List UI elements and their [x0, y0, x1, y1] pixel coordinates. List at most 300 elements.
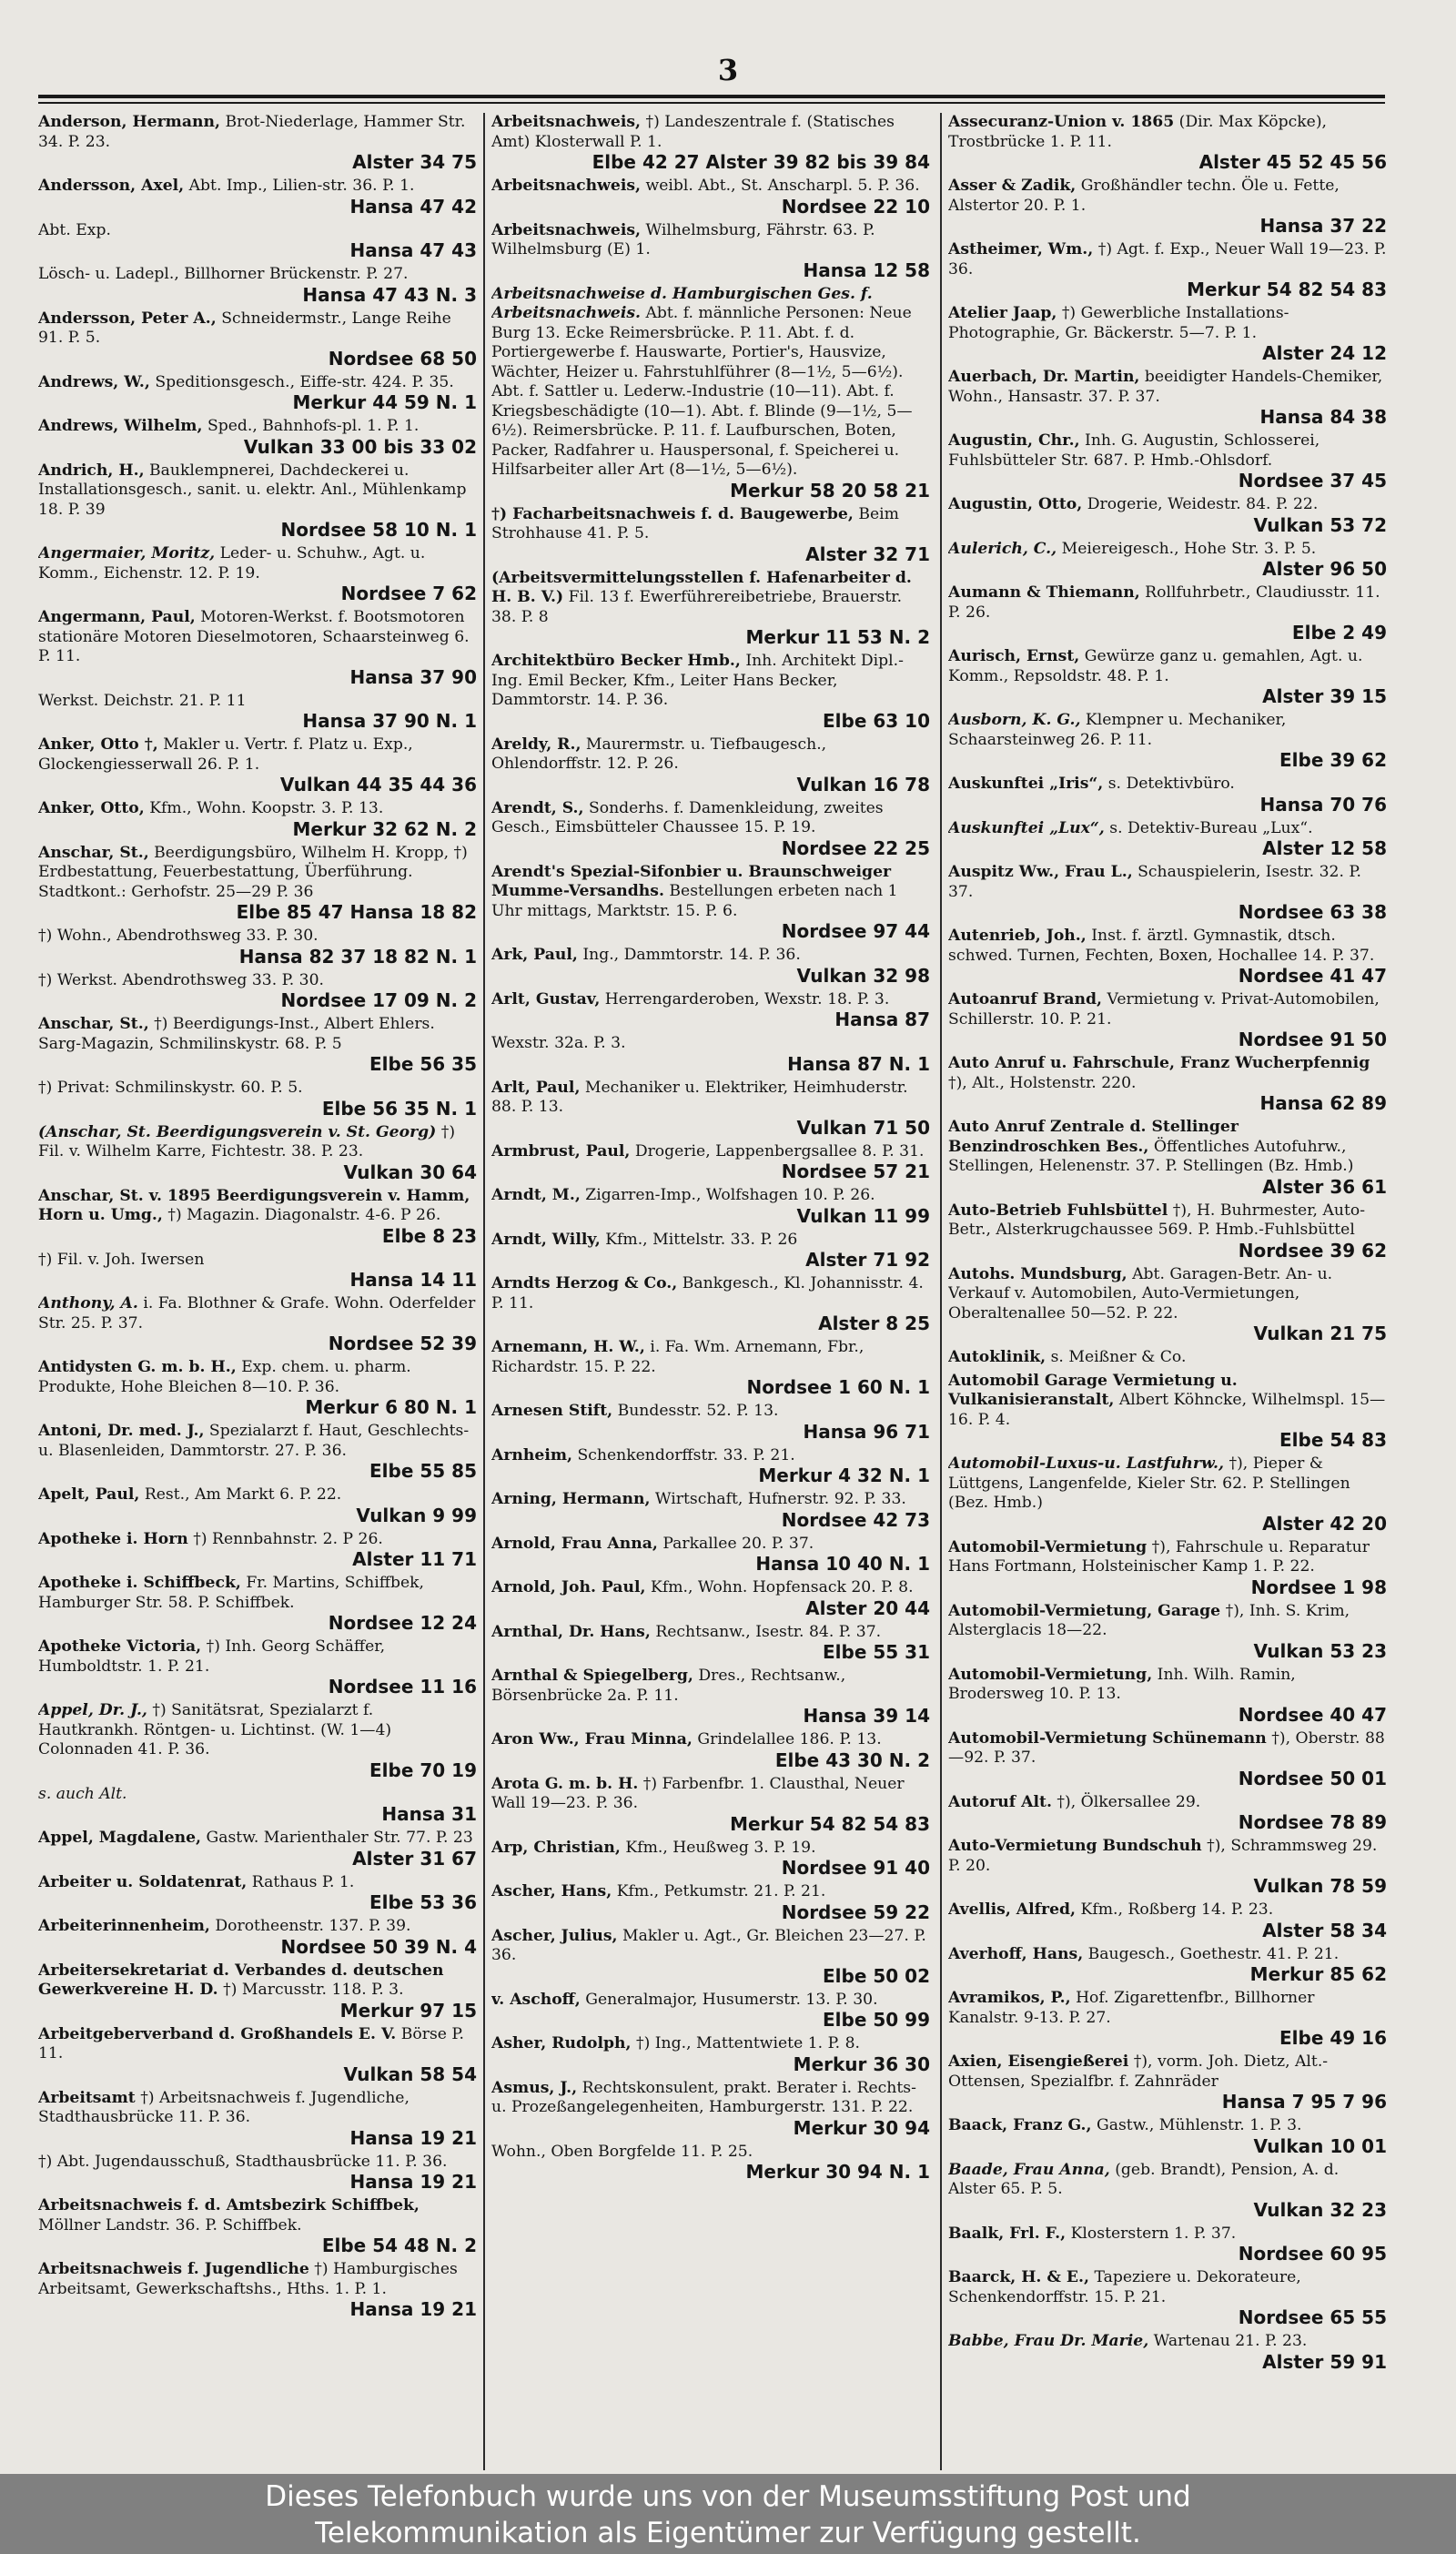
entry-details: Wilhelmsburg, Fährstr. 63. P. Wilhelmsburg (E) 1.: [491, 220, 875, 258]
entry-details: Klosterstern 1. P. 37.: [1070, 2224, 1237, 2243]
directory-entry: [38, 1829, 477, 1870]
entry-phone-number: Vulkan 32 23: [1253, 2198, 1387, 2221]
entry-details: (Dir. Max Köpcke), Trostbrücke 1. P. 11.: [948, 113, 1328, 151]
entry-phone-number: Hansa 37 22: [1259, 215, 1387, 237]
entry-phone-number: Elbe 8 23: [381, 1224, 477, 1247]
entry-name: Auto-Vermietung Bundschuh: [948, 1837, 1202, 1855]
entry-name: Astheimer, Wm.,: [948, 240, 1094, 258]
entry-details: Ing., Dammtorstr. 14. P. 36.: [582, 946, 801, 964]
entry-name: Augustin, Chr.,: [948, 431, 1080, 450]
entry-name: Auskunftei „Iris“,: [948, 775, 1104, 793]
entry-details: Beim Strohhause 41. P. 5.: [491, 504, 899, 542]
directory-entry: [948, 1837, 1387, 1897]
directory-entry: [491, 1231, 930, 1272]
entry-name: Aumann & Thiemann,: [948, 583, 1140, 602]
entry-phone-number: Nordsee 65 55: [1238, 2306, 1387, 2328]
entry-details: Gastw. Marienthaler Str. 77. P. 23: [206, 1829, 473, 1847]
directory-entry: [38, 265, 477, 306]
entry-phone-number: Vulkan 53 23: [1253, 1639, 1387, 1662]
directory-entry: [948, 177, 1387, 237]
entry-phone-number: Nordsee 22 10: [781, 195, 930, 218]
entry-name: Apotheke i. Schiffbeck,: [38, 1574, 241, 1592]
entry-details: †), Fahrschule u. Reparatur Hans Fortmann, Holsteinischer Kamp 1. P. 22.: [948, 1537, 1370, 1576]
directory-entry: [491, 1730, 930, 1771]
entry-name: Automobil-Vermietung: [948, 1537, 1148, 1556]
entry-phone-number: Nordsee 17 09 N. 2: [280, 989, 477, 1011]
entry-details: weibl. Abt., St. Anscharpl. 5. P. 36.: [645, 177, 920, 195]
entry-details: Speditionsgesch., Eiffe-str. 424. P. 35.: [155, 372, 454, 391]
entry-name: (Anschar, St. Beerdigungsverein v. St. Georg): [38, 1122, 437, 1141]
entry-details: Möllner Landstr. 36. P. Schiffbek.: [38, 2215, 302, 2235]
directory-entry: [38, 1637, 477, 1698]
entry-phone-number: Elbe 55 31: [823, 1641, 930, 1663]
entry-details: Wohn., Oben Borgfelde 11. P. 25.: [491, 2142, 753, 2161]
entry-details: Bundesstr. 52. P. 13.: [617, 1402, 779, 1420]
entry-phone-number: Vulkan 30 64: [343, 1160, 477, 1183]
entry-name: Arnthal, Dr. Hans,: [491, 1622, 651, 1641]
entry-phone-number: Nordsee 11 16: [328, 1676, 477, 1698]
entry-phone-number: Hansa 19 21: [349, 2126, 477, 2149]
entry-name: Andersson, Peter A.,: [38, 309, 217, 328]
entry-phone-number: Alster 34 75: [352, 151, 477, 173]
directory-entry: [948, 540, 1387, 581]
entry-name: Andersson, Axel,: [38, 177, 185, 195]
entry-name: Arndts Herzog & Co.,: [491, 1274, 678, 1292]
entry-name: Autoanruf Brand,: [948, 990, 1103, 1008]
entry-name: Arendt's Spezial-Sifonbier u. Braunschweiger Mumme-Versandhs.: [491, 862, 892, 900]
entry-name: Baarck, H. & E.,: [948, 2268, 1089, 2286]
listing-column-1: [38, 113, 477, 2470]
entry-name: Arnesen Stift,: [491, 1402, 613, 1420]
directory-entry: [38, 544, 477, 604]
directory-entry: [948, 2116, 1387, 2157]
entry-phone-number: Alster 71 92: [805, 1249, 930, 1271]
directory-entry: [948, 2161, 1387, 2221]
entry-phone-number: Elbe 50 02: [823, 1964, 930, 1987]
entry-name: Anker, Otto †,: [38, 735, 158, 754]
entry-phone-number: Nordsee 52 39: [328, 1333, 477, 1354]
entry-phone-number: Vulkan 16 78: [796, 773, 930, 796]
entry-name: Atelier Jaap,: [948, 304, 1057, 322]
entry-details: †) Ing., Mattentwiete 1. P. 8.: [635, 2034, 860, 2052]
entry-details: Rechtsanw., Isestr. 84. P. 37.: [655, 1622, 882, 1641]
entry-phone-number: Nordsee 68 50: [328, 347, 477, 370]
directory-entry: [948, 1793, 1387, 1834]
footer-line-2: Telekommunikation als Eigentümer zur Verfügung gestellt.: [315, 2517, 1141, 2549]
entry-phone-number: Hansa 84 38: [1259, 406, 1387, 428]
entry-name: Avellis, Alfred,: [948, 1900, 1077, 1919]
entry-details: †) Magazin. Diagonalstr. 4-6. P 26.: [167, 1206, 441, 1224]
entry-name: Asher, Rudolph,: [491, 2034, 632, 2052]
entry-name: Antidysten G. m. b. H.,: [38, 1358, 237, 1376]
entry-phone-number: Hansa 37 90 N. 1: [302, 710, 477, 732]
entry-details: Drogerie, Lappenbergsallee 8. P. 31.: [634, 1141, 925, 1160]
entry-details: Rollfuhrbetr., Claudiusstr. 11. P. 26.: [948, 583, 1380, 622]
entry-name: Anschar, St. v. 1895 Beerdigungsverein v. Hamm, Horn u. Umg.,: [38, 1186, 470, 1224]
entry-name: Auto Anruf u. Fahrschule, Franz Wucherpfennig: [948, 1054, 1370, 1072]
entry-details: †) Fil. v. Wilhelm Karre, Fichtestr. 38. P. 23.: [38, 1122, 456, 1160]
entry-phone-number: Hansa 31: [381, 1803, 477, 1825]
directory-entry: [491, 113, 930, 173]
directory-entry: [491, 1034, 930, 1075]
entry-phone-number: Nordsee 1 60 N. 1: [746, 1376, 930, 1398]
entry-details: †) Fil. v. Joh. Iwersen: [38, 1250, 205, 1269]
entry-details: Abt. Exp.: [38, 220, 111, 239]
entry-name: Asmus, J.,: [491, 2078, 578, 2097]
entry-details: Kfm., Mittelstr. 33. P. 26: [605, 1230, 798, 1249]
directory-entry: [948, 113, 1387, 173]
entry-phone-number: Nordsee 50 01: [1238, 1767, 1387, 1789]
entry-name: Arndt, Willy,: [491, 1230, 601, 1249]
entry-name: Asser & Zadik,: [948, 177, 1077, 195]
entry-details: Inh. G. Augustin, Schlosserei, Fuhlsbütteler Str. 687. P. Hmb.-Ohlsdorf.: [948, 431, 1320, 470]
entry-details: Sped., Bahnhofs-pl. 1. P. 1.: [207, 417, 420, 435]
entry-phone-number: Nordsee 1 98: [1250, 1576, 1387, 1598]
entry-phone-number: Hansa 47 42: [349, 195, 477, 218]
directory-entry: [491, 1775, 930, 1835]
directory-entry: [491, 177, 930, 218]
entry-phone-number: Hansa 12 58: [803, 258, 930, 281]
entry-name: Arnold, Joh. Paul,: [491, 1578, 646, 1596]
entry-phone-number: Elbe 49 16: [1279, 2027, 1387, 2049]
entry-name: Baade, Frau Anna,: [948, 2160, 1110, 2179]
entry-details: Baugesch., Goethestr. 41. P. 21.: [1087, 1944, 1340, 1963]
directory-entry: [491, 1667, 930, 1727]
footer-line-1: Dieses Telefonbuch wurde uns von der Museumsstiftung Post und: [265, 2480, 1191, 2513]
entry-phone-number: Nordsee 39 62: [1238, 1239, 1387, 1262]
entry-details: Dorotheenstr. 137. P. 39.: [215, 1917, 411, 1935]
directory-entry: [948, 2268, 1387, 2328]
entry-details: †) Arbeitsnachweis f. Jugendliche, Stadthausbrücke 11. P. 36.: [38, 2088, 410, 2126]
directory-entry: [38, 1961, 477, 2022]
entry-name: Arnold, Frau Anna,: [491, 1534, 658, 1553]
entry-details: Schauspielerin, Isestr. 32. P. 37.: [948, 863, 1361, 901]
directory-entry: [38, 2025, 477, 2085]
entry-details: Brot-Niederlage, Hammer Str. 34. P. 23.: [38, 113, 466, 151]
entry-name: Arbeitersekretariat d. Verbandes d. deutschen Gewerkvereine H. D.: [38, 1961, 444, 1999]
entry-phone-number: Alster 12 58: [1262, 837, 1387, 859]
entry-details: Bestellungen erbeten nach 1 Uhr mittags, Marktstr. 15. P. 6.: [491, 882, 898, 920]
entry-phone-number: Elbe 53 36: [369, 1891, 477, 1913]
page-number: 3: [717, 53, 739, 87]
entry-phone-number: Vulkan 53 72: [1253, 513, 1387, 536]
entry-name: Apotheke Victoria,: [38, 1637, 202, 1656]
entry-phone-number: Vulkan 10 01: [1253, 2134, 1387, 2157]
entry-details: †) Gewerbliche Installations-Photographie, Gr. Bäckerstr. 5—7. P. 1.: [948, 304, 1289, 342]
entry-name: Appel, Magdalene,: [38, 1829, 202, 1847]
entry-name: Arbeitsnachweise d. Hamburgischen Ges. f. Arbeitsnachweis.: [491, 284, 873, 322]
entry-details: Makler u. Vertr. f. Platz u. Exp., Glockengiesserwall 26. P. 1.: [38, 735, 413, 774]
entry-phone-number: Alster 36 61: [1262, 1175, 1387, 1198]
entry-phone-number: Hansa 7 95 7 96: [1221, 2091, 1387, 2113]
entry-phone-number: Vulkan 9 99: [356, 1504, 477, 1526]
entry-name: Arota G. m. b. H.: [491, 1774, 639, 1793]
entry-name: Areldy, R.,: [491, 735, 581, 754]
entry-name: Arbeitsnachweis,: [491, 220, 642, 239]
directory-entry: [38, 373, 477, 414]
directory-entry: [38, 1485, 477, 1526]
entry-details: Vermietung v. Privat-Automobilen, Schillerstr. 10. P. 21.: [948, 990, 1380, 1029]
entry-phone-number: Alster 11 71: [352, 1548, 477, 1570]
entry-name: Avramikos, P.,: [948, 1989, 1071, 2007]
entry-name: Arbeitsnachweis,: [491, 113, 642, 131]
entry-phone-number: Hansa 87: [834, 1008, 930, 1030]
entry-details: Exp. chem. u. pharm. Produkte, Hohe Bleichen 8—10. P. 36.: [38, 1358, 411, 1396]
entry-name: Automobil-Vermietung Schünemann: [948, 1728, 1267, 1748]
entry-details: †) Sanitätsrat, Spezialarzt f. Hautkrankh. Röntgen- u. Lichtinst. (W. 1—4) Colonnaden 41. P. 36.: [38, 1701, 392, 1758]
entry-details: Fr. Martins, Schiffbek, Hamburger Str. 58. P. Schiffbek.: [38, 1574, 425, 1612]
entry-name: Arndt, M.,: [491, 1186, 581, 1204]
entry-name: Arbeiterinnenheim,: [38, 1917, 210, 1935]
entry-details: Albert Köhncke, Wilhelmspl. 15—16. P. 4.: [948, 1391, 1386, 1429]
entry-details: Maurermstr. u. Tiefbaugesch., Ohlendorffstr. 12. P. 26.: [491, 735, 827, 773]
entry-phone-number: Merkur 54 82 54 83: [1187, 279, 1387, 300]
entry-details: †) Beerdigungs-Inst., Albert Ehlers. Sarg-Magazin, Schmilinskystr. 68. P. 5: [38, 1015, 435, 1053]
entry-phone-number: Elbe 56 35 N. 1: [321, 1097, 477, 1120]
entry-details: i. Fa. Blothner & Grafe. Wohn. Oderfelder Str. 25. P. 37.: [38, 1294, 476, 1333]
directory-entry: [948, 1118, 1387, 1198]
header-rule: [38, 95, 1385, 98]
entry-details: †) Rennbahnstr. 2. P 26.: [193, 1529, 383, 1548]
directory-entry: [948, 819, 1387, 860]
entry-details: Inh. Architekt Dipl.-Ing. Emil Becker, Kfm., Leiter Hans Becker, Dammtorstr. 14. P. 36.: [491, 652, 904, 709]
directory-entry: [491, 990, 930, 1031]
entry-phone-number: Elbe 42 27 Alster 39 82 bis 39 84: [592, 151, 930, 173]
entry-details: Börse P. 11.: [38, 2024, 464, 2062]
directory-entry: [948, 1538, 1387, 1598]
entry-phone-number: Elbe 63 10: [823, 709, 930, 732]
entry-phone-number: Nordsee 60 95: [1238, 2243, 1387, 2265]
entry-details: beeidigter Handels-Chemiker, Wohn., Hansastr. 37. P. 37.: [948, 368, 1383, 406]
directory-entry: [948, 240, 1387, 300]
entry-phone-number: Merkur 54 82 54 83: [730, 1812, 930, 1835]
directory-entry: [38, 1873, 477, 1914]
directory-entry: [491, 1535, 930, 1576]
entry-phone-number: Alster 32 71: [805, 542, 930, 565]
directory-entry: [948, 495, 1387, 536]
entry-phone-number: Alster 45 52 45 56: [1198, 151, 1387, 173]
entry-details: Gastw., Mühlenstr. 1. P. 3.: [1096, 2116, 1302, 2134]
column-divider: [940, 113, 942, 2470]
entry-details: Zigarren-Imp., Wolfshagen 10. P. 26.: [585, 1186, 875, 1204]
entry-name: Arlt, Paul,: [491, 1078, 581, 1097]
directory-entry: [948, 1454, 1387, 1535]
directory-entry: [948, 2225, 1387, 2265]
directory-entry: [38, 1358, 477, 1418]
directory-entry: [491, 1623, 930, 1664]
entry-name: Augustin, Otto,: [948, 495, 1083, 513]
entry-details: Sonderhs. f. Damenkleidung, zweites Gesch., Eimsbütteler Chaussee 15. P. 19.: [491, 798, 884, 836]
directory-entry: [491, 946, 930, 987]
entry-details: Makler u. Agt., Gr. Bleichen 23—27. P. 36.: [491, 1926, 926, 1964]
entry-details: Dres., Rechtsanw., Börsenbrücke 2a. P. 11.: [491, 1667, 846, 1705]
entry-name: Anschar, St.,: [38, 843, 149, 862]
entry-details: Generalmajor, Husumerstr. 13. P. 30.: [585, 1990, 878, 2009]
entry-phone-number: Merkur 11 53 N. 2: [745, 626, 930, 648]
entry-details: †) Hamburgisches Arbeitsamt, Gewerkschaftshs., Hths. 1. P. 1.: [38, 2260, 458, 2298]
entry-phone-number: Hansa 47 43 N. 3: [302, 283, 477, 306]
entry-phone-number: Merkur 30 94: [793, 2116, 930, 2139]
directory-entry: [491, 1446, 930, 1487]
directory-entry: [38, 971, 477, 1012]
entry-details: Kfm., Roßberg 14. P. 23.: [1080, 1900, 1274, 1919]
entry-phone-number: Hansa 19 21: [349, 2298, 477, 2320]
listing-column-2: [491, 113, 930, 2470]
directory-entry: [491, 569, 930, 649]
entry-details: s. Detektivbüro.: [1107, 775, 1235, 793]
entry-details: i. Fa. Wm. Arnemann, Fbr., Richardstr. 15. P. 22.: [491, 1338, 864, 1376]
entry-name: Arnemann, H. W.,: [491, 1338, 645, 1356]
entry-name: Angermaier, Moritz,: [38, 544, 216, 562]
header-rule-thin: [38, 102, 1385, 104]
entry-details: †) Inh. Georg Schäffer, Humboldtstr. 1. P. 21.: [38, 1637, 386, 1676]
entry-phone-number: Elbe 50 99: [823, 2009, 930, 2031]
directory-entry: [38, 844, 477, 924]
directory-entry: [491, 1882, 930, 1923]
entry-details: Schneidermstr., Lange Reihe 91. P. 5.: [38, 309, 451, 347]
directory-entry: [948, 990, 1387, 1050]
entry-phone-number: Merkur 30 94 N. 1: [745, 2161, 930, 2183]
entry-name: Arbeitgeberverband d. Großhandels E. V.: [38, 2024, 397, 2043]
entry-name: Assecuranz-Union v. 1865: [948, 113, 1175, 131]
entry-name: Andrich, H.,: [38, 461, 145, 480]
entry-phone-number: Elbe 55 85: [369, 1460, 477, 1482]
directory-entry: [491, 1927, 930, 1987]
directory-entry: [38, 113, 477, 173]
entry-details: †) Privat: Schmilinskystr. 60. P. 5.: [38, 1079, 303, 1097]
entry-name: Axien, Eisengießerei: [948, 2052, 1129, 2071]
entry-phone-number: Hansa 14 11: [349, 1269, 477, 1291]
entry-phone-number: Alster 96 50: [1262, 558, 1387, 580]
entry-details: †), Schrammsweg 29. P. 20.: [948, 1837, 1378, 1875]
directory-entry: [491, 863, 930, 943]
entry-phone-number: Hansa 96 71: [803, 1420, 930, 1443]
entry-name: Ausborn, K. G.,: [948, 711, 1081, 729]
entry-phone-number: Nordsee 12 24: [328, 1612, 477, 1634]
entry-details: Wirtschaft, Hufnerstr. 92. P. 33.: [654, 1490, 906, 1508]
entry-name: Apelt, Paul,: [38, 1485, 140, 1504]
entry-phone-number: Elbe 85 47 Hansa 18 82: [236, 901, 477, 923]
entry-details: Großhändler techn. Öle u. Fette, Alstertor 20. P. 1.: [948, 177, 1340, 215]
directory-entry: [38, 1574, 477, 1634]
entry-name: Angermann, Paul,: [38, 608, 196, 626]
entry-details: Grindelallee 186. P. 13.: [697, 1730, 882, 1748]
entry-name: Baack, Franz G.,: [948, 2116, 1092, 2134]
entry-details: Klempner u. Mechaniker, Schaarsteinweg 26. P. 11.: [948, 711, 1287, 749]
directory-entry: [491, 735, 930, 796]
entry-name: Automobil-Luxus-u. Lastfuhrw.,: [948, 1454, 1225, 1473]
entry-details: †) Agt. f. Exp., Neuer Wall 19—23. P. 36.: [948, 240, 1387, 279]
entry-details: Öffentliches Autofuhrw., Stellingen, Helenenstr. 37. P. Stellingen (Bz. Hmb.): [948, 1137, 1354, 1175]
entry-details: Wexstr. 32a. P. 3.: [491, 1034, 626, 1052]
entry-details: †) Wohn., Abendrothsweg 33. P. 30.: [38, 927, 318, 945]
entry-phone-number: Nordsee 37 45: [1238, 470, 1387, 492]
entry-phone-number: Merkur 97 15: [339, 1999, 477, 2022]
directory-entry: [38, 927, 477, 968]
entry-details: Schenkendorffstr. 33. P. 21.: [577, 1445, 795, 1464]
entry-details: †), vorm. Joh. Dietz, Alt.-Ottensen, Spezialfbr. f. Zahnräder: [948, 2052, 1329, 2091]
entry-details: †), Oberstr. 88—92. P. 37.: [948, 1728, 1385, 1767]
directory-entry: [491, 1490, 930, 1531]
directory-entry: [948, 863, 1387, 923]
entry-name: Ascher, Hans,: [491, 1882, 612, 1900]
entry-phone-number: Vulkan 58 54: [343, 2062, 477, 2085]
entry-details: Abt. Garagen-Betr. An- u. Verkauf v. Automobilen, Auto-Vermietungen, Oberaltenallee 50—52. P. 22.: [948, 1264, 1333, 1323]
entry-name: Aulerich, C.,: [948, 539, 1057, 558]
entry-phone-number: Vulkan 21 75: [1253, 1323, 1387, 1344]
directory-entry: [38, 1015, 477, 1075]
entry-details: Inst. f. ärztl. Gymnastik, dtsch. schwed. Turnen, Fechten, Boxen, Hochallee 14. P. 37.: [948, 927, 1375, 965]
directory-entry: [491, 2034, 930, 2075]
entry-name: Auspitz Ww., Frau L.,: [948, 863, 1133, 881]
entry-phone-number: Hansa 87 N. 1: [787, 1052, 930, 1075]
entry-phone-number: Hansa 19 21: [349, 2171, 477, 2193]
entry-details: Spezialarzt f. Haut, Geschlechts- u. Blasenleiden, Dammtorstr. 27. P. 36.: [38, 1422, 470, 1460]
entry-phone-number: Hansa 62 89: [1259, 1092, 1387, 1114]
entry-details: Hof. Zigarettenfbr., Billhorner Kanalstr. 9-13. P. 27.: [948, 1989, 1315, 2027]
entry-phone-number: Nordsee 78 89: [1238, 1811, 1387, 1833]
entry-details: Meiereigesch., Hohe Str. 3. P. 5.: [1061, 539, 1317, 558]
entry-phone-number: Merkur 85 62: [1249, 1963, 1387, 1985]
directory-entry: [491, 1079, 930, 1139]
entry-details: Herrengarderoben, Wexstr. 18. P. 3.: [604, 989, 890, 1008]
entry-details: Kfm., Wohn. Hopfensack 20. P. 8.: [651, 1578, 914, 1596]
entry-phone-number: Nordsee 59 22: [781, 1900, 930, 1923]
entry-phone-number: Nordsee 50 39 N. 4: [280, 1935, 477, 1958]
entry-phone-number: Nordsee 97 44: [781, 920, 930, 942]
directory-entry: [38, 692, 477, 733]
entry-phone-number: Hansa 37 90: [349, 665, 477, 688]
entry-details: (geb. Brandt), Pension, A. d. Alster 65. P. 5.: [948, 2160, 1340, 2198]
entry-name: Auskunftei „Lux“,: [948, 818, 1105, 837]
entry-details: Werkst. Deichstr. 21. P. 11: [38, 691, 247, 710]
entry-name: Arnheim,: [491, 1445, 573, 1464]
entry-details: Leder- u. Schuhw., Agt. u. Komm., Eichenstr. 12. P. 19.: [38, 544, 426, 583]
directory-entry: [38, 1079, 477, 1120]
directory-entry: [491, 652, 930, 732]
directory-entry: [948, 2332, 1387, 2373]
entry-name: Appel, Dr. J.,: [38, 1701, 147, 1719]
entry-phone-number: Merkur 4 32 N. 1: [758, 1464, 930, 1486]
entry-details: Fil. 13 f. Ewerführereibetriebe, Brauerstr. 38. P. 8: [491, 588, 903, 626]
entry-details: †) Farbenfbr. 1. Clausthal, Neuer Wall 19—23. P. 36.: [491, 1774, 905, 1812]
entry-details: Abt. Imp., Lilien-str. 36. P. 1.: [188, 177, 415, 195]
entry-name: Babbe, Frau Dr. Marie,: [948, 2332, 1149, 2350]
entry-phone-number: Alster 59 91: [1262, 2350, 1387, 2373]
entry-details: Wartenau 21. P. 23.: [1153, 2332, 1308, 2350]
directory-entry: [948, 1900, 1387, 1941]
directory-entry: [38, 1251, 477, 1292]
entry-name: Arp, Christian,: [491, 1838, 621, 1857]
entry-name: Anderson, Hermann,: [38, 113, 220, 131]
entry-phone-number: Hansa 82 37 18 82 N. 1: [238, 945, 477, 968]
entry-details: †), Ölkersallee 29.: [1057, 1792, 1201, 1811]
entry-phone-number: Alster 24 12: [1262, 342, 1387, 364]
entry-name: Apotheke i. Horn: [38, 1529, 188, 1548]
entry-name: Arnthal & Spiegelberg,: [491, 1667, 693, 1685]
entry-phone-number: Vulkan 32 98: [796, 964, 930, 987]
directory-entry: [491, 1839, 930, 1880]
entry-details: †) Werkst. Abendrothsweg 33. P. 30.: [38, 970, 324, 989]
directory-entry: [38, 1187, 477, 1247]
entry-phone-number: Elbe 39 62: [1279, 749, 1387, 771]
entry-name: Baalk, Frl. F.,: [948, 2224, 1067, 2243]
directory-entry: [948, 1372, 1387, 1452]
directory-entry: [491, 1142, 930, 1183]
directory-entry: [491, 1274, 930, 1334]
directory-entry: [491, 221, 930, 281]
entry-name: Andrews, Wilhelm,: [38, 417, 203, 435]
